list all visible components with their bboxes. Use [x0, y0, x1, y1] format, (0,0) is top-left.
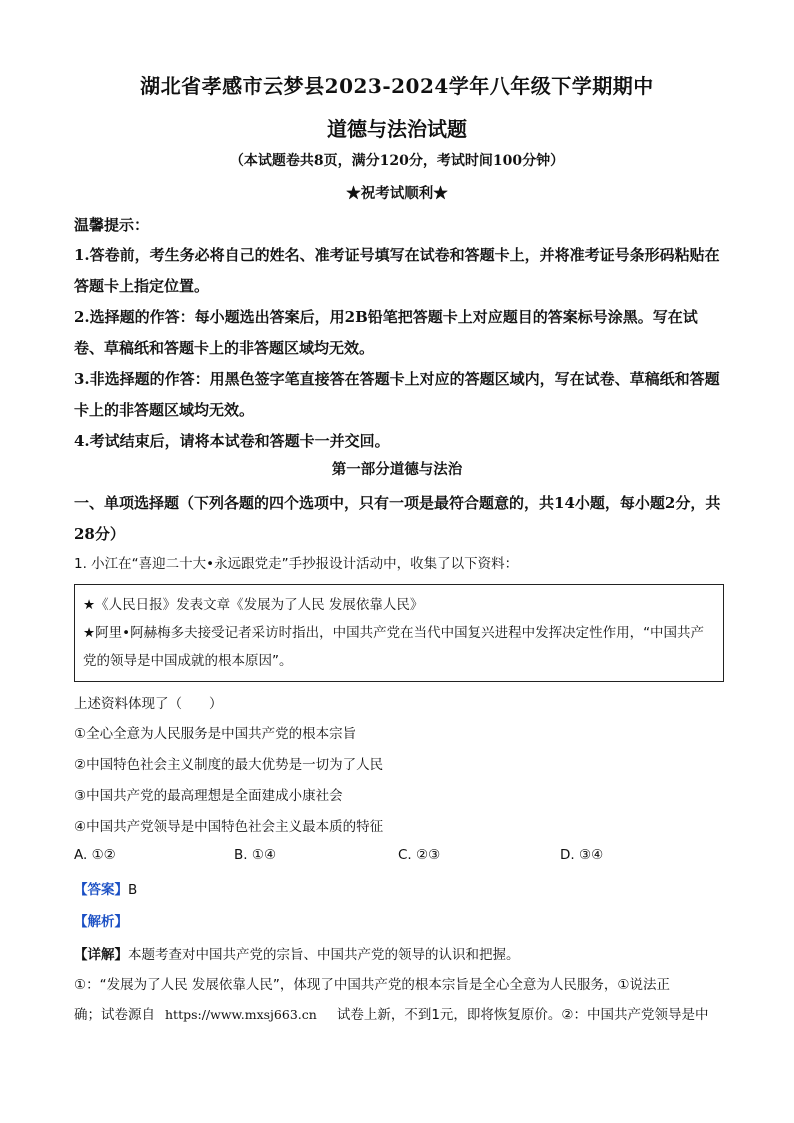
material-item: ★《人民日报》发表文章《发展为了人民 发展依靠人民》: [83, 597, 424, 613]
exam-title-line2: 道德与法治试题: [327, 117, 467, 141]
tip-item: 4.考试结束后，请将本试卷和答题卡一并交回。: [74, 432, 390, 450]
answer-line: [74, 878, 137, 898]
material-item: ★阿里•阿赫梅多夫接受记者采访时指出，中国共产党在当代中国复兴进程中发挥决定性作用，“中国共产党的领导是中国成就的根本原因”。: [83, 625, 705, 669]
detail-intro-line: [74, 940, 724, 970]
detail-label: 【详解】: [74, 947, 128, 963]
section-title: 第一部分道德与法治: [331, 461, 463, 478]
detail-line-2-b: 试卷上新，不到1元，即将恢复原价。②：中国共产党领导是中: [336, 1007, 709, 1023]
detail-line-1: ①：“发展为了人民 发展依靠人民”，体现了中国共产党的根本宗旨是全心全意为人民服务，①说法正: [74, 977, 670, 993]
exam-wish: ★祝考试顺利★: [346, 185, 448, 202]
choice-b: B. ①④: [234, 847, 277, 863]
detail-line-2: [74, 1000, 724, 1030]
answer-value: B: [128, 882, 138, 898]
statement-item: ①全心全意为人民服务是中国共产党的根本宗旨: [74, 726, 357, 742]
choice-c: C. ②③: [398, 847, 441, 863]
exam-note: （本试题卷共8页，满分120分，考试时间100分钟）: [229, 153, 565, 169]
tip-item: 2.选择题的作答：每小题选出答案后，用2B铅笔把答题卡上对应题目的答案标号涂黑。写在试卷、草稿纸和答题卡上的非答题区域均无效。: [74, 308, 698, 357]
analysis-line: [74, 910, 128, 930]
tip-item: 1.答卷前，考生务必将自己的姓名、准考证号填写在试卷和答题卡上，并将准考证号条形码粘贴在答题卡上指定位置。: [74, 246, 720, 295]
statement-item: ②中国特色社会主义制度的最大优势是一切为了人民: [74, 757, 384, 773]
source-link[interactable]: https://www.mxsj663.cn: [165, 1007, 317, 1022]
tips-list: [74, 240, 724, 457]
choice-row: [74, 847, 724, 871]
choice-d: D. ③④: [560, 847, 604, 863]
detail-line-2-a: 确；试卷源自: [74, 1007, 155, 1023]
statement-item: ③中国共产党的最高理想是全面建成小康社会: [74, 788, 343, 804]
question-intro: 1. 小江在“喜迎二十大•永远跟党走”手抄报设计活动中，收集了以下资料：: [74, 556, 519, 572]
analysis-label: 【解析】: [74, 914, 128, 930]
tip-item: 3.非选择题的作答：用黑色签字笔直接答在答题卡上对应的答题区域内，写在试卷、草稿纸和答题卡上的非答题区域均无效。: [74, 370, 720, 419]
exam-title-line1: 湖北省孝感市云梦县2023-2024学年八年级下学期期中: [140, 74, 654, 98]
answer-label: 【答案】: [74, 882, 128, 898]
tips-title: 温馨提示：: [74, 216, 150, 234]
material-box: [74, 584, 724, 682]
statement-item: ④中国共产党领导是中国特色社会主义最本质的特征: [74, 819, 384, 835]
question-stem: 上述资料体现了（ ）: [74, 696, 223, 712]
choice-a: A. ①②: [74, 847, 116, 863]
detail-block: [74, 940, 724, 1030]
statement-list: [74, 722, 724, 846]
detail-intro: 本题考查对中国共产党的宗旨、中国共产党的领导的认识和把握。: [128, 947, 520, 963]
part-header: 一、单项选择题（下列各题的四个选项中，只有一项是最符合题意的，共14小题，每小题2分，共28分）: [74, 494, 721, 543]
